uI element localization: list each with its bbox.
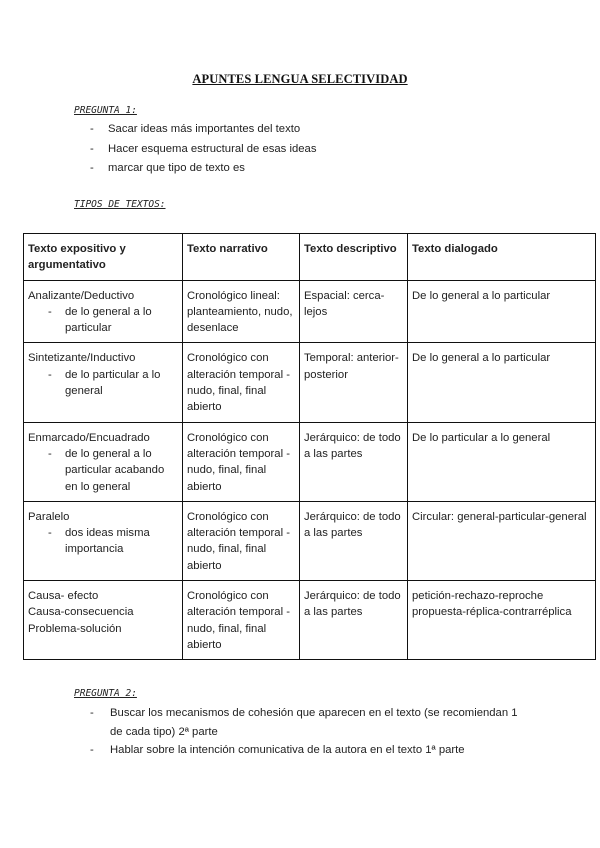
table-header-row xyxy=(24,234,596,281)
table-header-cell: Texto narrativo xyxy=(183,234,300,281)
document-title: APUNTES LENGUA SELECTIVIDAD xyxy=(192,72,408,86)
cell-subitem: - de lo general a lo particular xyxy=(28,304,178,337)
table-header-cell: Texto descriptivo xyxy=(300,234,408,281)
cell-title: Sintetizante/Inductivo xyxy=(28,352,136,365)
table-cell: petición-rechazo-reproche propuesta-réplica-contrarréplica xyxy=(408,581,596,660)
pregunta-1-heading: PREGUNTA 1: xyxy=(74,105,137,116)
table-cell: Cronológico con alteración temporal -nudo, final, final abierto xyxy=(183,581,300,660)
cell-subitem: - dos ideas misma importancia xyxy=(28,525,178,558)
table-cell xyxy=(24,422,183,501)
table-cell: Temporal: anterior-posterior xyxy=(300,343,408,422)
table-cell: De lo general a lo particular xyxy=(408,280,596,343)
table-row xyxy=(24,280,596,343)
table-header-cell: Texto expositivo y argumentativo xyxy=(24,234,183,281)
table-cell xyxy=(24,280,183,343)
table-header-cell: Texto dialogado xyxy=(408,234,596,281)
table-cell: Cronológico con alteración temporal -nudo, final, final abierto xyxy=(183,422,300,501)
table-row xyxy=(24,343,596,422)
table-cell: De lo general a lo particular xyxy=(408,343,596,422)
list-item: - Sacar ideas más importantes del texto xyxy=(90,120,316,140)
text-types-table xyxy=(23,233,596,660)
table-row xyxy=(24,422,596,501)
table-cell: De lo particular a lo general xyxy=(408,422,596,501)
table-cell: Jerárquico: de todo a las partes xyxy=(300,501,408,580)
table-cell: Cronológico lineal: planteamiento, nudo, desenlace xyxy=(183,280,300,343)
table-cell xyxy=(24,581,183,660)
cell-title: Analizante/Deductivo xyxy=(28,289,135,302)
cell-line: Causa- efecto xyxy=(28,590,99,603)
table-cell: Cronológico con alteración temporal -nudo, final, final abierto xyxy=(183,501,300,580)
pregunta-1-list xyxy=(90,120,316,179)
cell-line: Problema-solución xyxy=(28,622,122,635)
cell-title: Paralelo xyxy=(28,510,70,523)
list-item: - Buscar los mecanismos de cohesión que aparecen en el texto (se recomiendan 1 de cada tipo) 2ª parte xyxy=(90,704,530,741)
list-item: - Hacer esquema estructural de esas ideas xyxy=(90,140,316,160)
list-item: - marcar que tipo de texto es xyxy=(90,159,316,179)
table-cell xyxy=(24,343,183,422)
table-cell xyxy=(24,501,183,580)
list-item: - Hablar sobre la intención comunicativa de la autora en el texto 1ª parte xyxy=(90,741,530,760)
table-cell: Espacial: cerca-lejos xyxy=(300,280,408,343)
pregunta-2-list xyxy=(90,704,530,760)
table-cell: Jerárquico: de todo a las partes xyxy=(300,581,408,660)
cell-title: Enmarcado/Encuadrado xyxy=(28,431,150,444)
pregunta-2-heading: PREGUNTA 2: xyxy=(74,688,137,699)
table-cell: Circular: general-particular-general xyxy=(408,501,596,580)
table-cell: Jerárquico: de todo a las partes xyxy=(300,422,408,501)
table-row xyxy=(24,501,596,580)
cell-subitem: - de lo general a lo particular acabando en lo general xyxy=(28,446,178,495)
table-row xyxy=(24,581,596,660)
tipos-heading: TIPOS DE TEXTOS: xyxy=(74,199,166,210)
cell-line: Causa-consecuencia xyxy=(28,606,134,619)
table-cell: Cronológico con alteración temporal -nudo, final, final abierto xyxy=(183,343,300,422)
cell-subitem: - de lo particular a lo general xyxy=(28,367,178,400)
